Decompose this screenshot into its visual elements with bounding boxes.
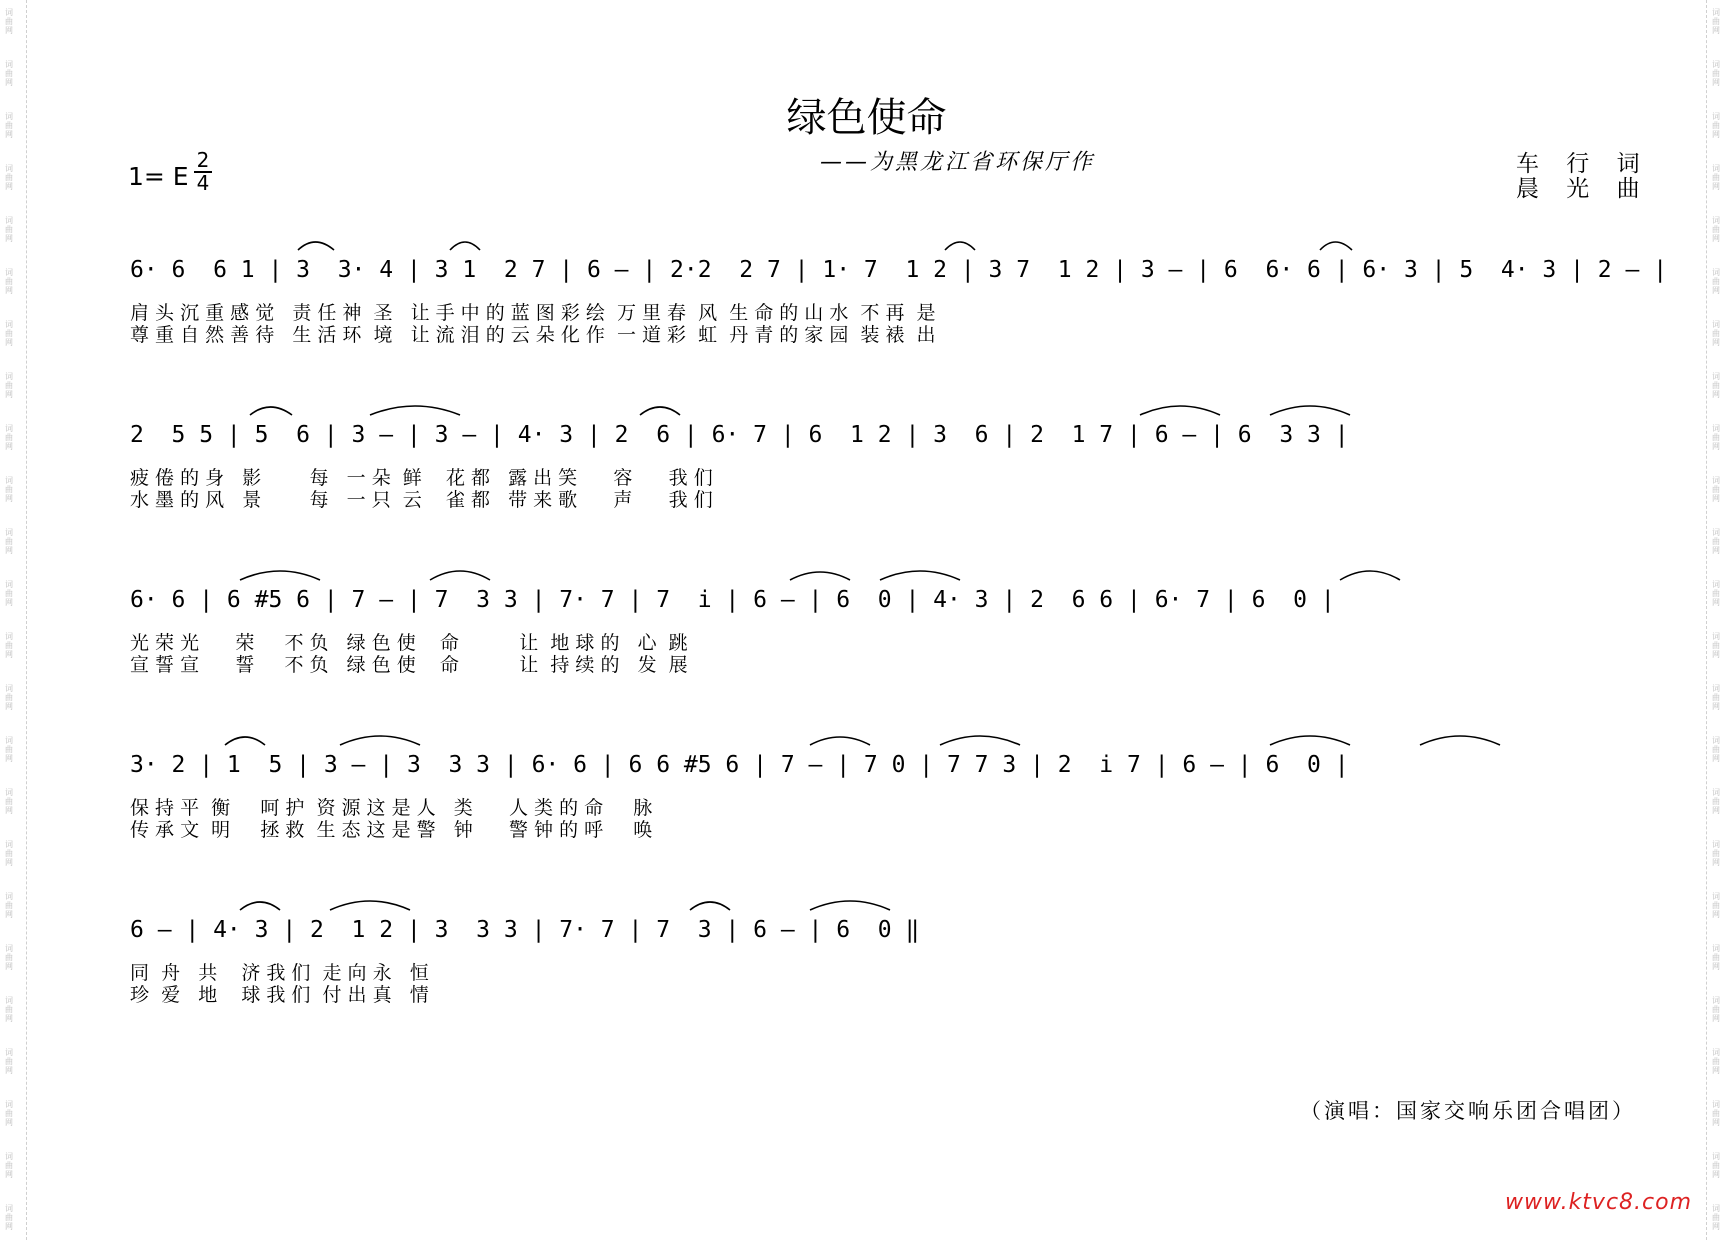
watermark-text: 词曲网 (1712, 216, 1720, 243)
notation-line: 3· 2 | 1 5 | 3 — | 3 3 3 | 6· 6 | 6 6 #5 6 | 7 — | 7 0 | 7 7 3 | 2 i 7 | 6 — | 6 0 | (130, 752, 1349, 778)
watermark-text: 词曲网 (5, 164, 13, 191)
slur-marks (130, 232, 1610, 252)
watermark-text: 词曲网 (5, 320, 13, 347)
watermark-text: 词曲网 (5, 268, 13, 295)
slur-marks (130, 397, 1610, 417)
watermark-text: 词曲网 (5, 944, 13, 971)
watermark-text: 词曲网 (5, 632, 13, 659)
slur-marks (130, 727, 1610, 747)
watermark-text: 词曲网 (1712, 164, 1720, 191)
watermark-text: 词曲网 (1712, 892, 1720, 919)
website-watermark[interactable]: www.ktvc8.com (1505, 1190, 1693, 1215)
lyric-verse-2: 传 承 文 明 拯 救 生 态 这 是 警 钟 警 钟 的 呼 唤 (130, 819, 653, 841)
score-row-1 (130, 250, 1668, 350)
watermark-text: 词曲网 (1712, 684, 1720, 711)
lyricist-credit: 车 行 词 (1516, 151, 1650, 177)
watermark-text: 词曲网 (5, 60, 13, 87)
watermark-text: 词曲网 (5, 1152, 13, 1179)
watermark-text: 词曲网 (5, 1204, 13, 1231)
watermark-text: 词曲网 (5, 8, 13, 35)
lyric-verse-1: 保 持 平 衡 呵 护 资 源 这 是 人 类 人 类 的 命 脉 (130, 797, 653, 819)
slur-marks (130, 892, 1610, 912)
time-signature-bottom: 4 (196, 171, 210, 195)
lyric-verse-2: 尊 重 自 然 善 待 生 活 环 境 让 流 泪 的 云 朵 化 作 一 道 彩 虹 丹 青 的 家 园 装 裱 出 (130, 324, 936, 346)
watermark-text: 词曲网 (5, 736, 13, 763)
watermark-text: 词曲网 (1712, 528, 1720, 555)
watermark-text: 词曲网 (5, 112, 13, 139)
watermark-text: 词曲网 (5, 528, 13, 555)
watermark-text: 词曲网 (1712, 840, 1720, 867)
lyric-verse-2: 宣 誓 宣 誓 不 负 绿 色 使 命 让 持 续 的 发 展 (130, 654, 688, 676)
notation-line: 6· 6 | 6 #5 6 | 7 — | 7 3 3 | 7· 7 | 7 i | 6 — | 6 0 | 4· 3 | 2 6 6 | 6· 7 | 6 0 | (130, 587, 1335, 613)
time-signature-top: 2 (194, 150, 212, 173)
watermark-text: 词曲网 (1712, 736, 1720, 763)
lyric-verse-1: 光 荣 光 荣 不 负 绿 色 使 命 让 地 球 的 心 跳 (130, 632, 688, 654)
performer-credit: （演唱：国家交响乐团合唱团） (1300, 1099, 1636, 1123)
watermark-text: 词曲网 (5, 372, 13, 399)
score-row-2 (130, 415, 1610, 515)
lyric-verse-2: 珍 爱 地 球 我 们 付 出 真 情 (130, 984, 429, 1006)
watermark-text: 词曲网 (1712, 372, 1720, 399)
watermark-text: 词曲网 (1712, 8, 1720, 35)
notation-line: 2 5 5 | 5 6 | 3 — | 3 — | 4· 3 | 2 6 | 6· 7 | 6 1 2 | 3 6 | 2 1 7 | 6 — | 6 3 3 | (130, 422, 1349, 448)
watermark-text: 词曲网 (5, 840, 13, 867)
composer-credit: 晨 光 曲 (1516, 176, 1650, 202)
watermark-text: 词曲网 (1712, 268, 1720, 295)
watermark-text: 词曲网 (5, 788, 13, 815)
watermark-text: 词曲网 (1712, 580, 1720, 607)
score-row-3 (130, 580, 1610, 680)
watermark-text: 词曲网 (1712, 112, 1720, 139)
slur-marks (130, 562, 1610, 582)
score-row-4 (130, 745, 1610, 845)
score-row-5 (130, 910, 1610, 1010)
watermark-text: 词曲网 (5, 1048, 13, 1075)
watermark-text: 词曲网 (5, 580, 13, 607)
song-title: 绿色使命 (786, 95, 947, 141)
watermark-text: 词曲网 (1712, 1048, 1720, 1075)
song-subtitle: ——为黑龙江省环保厅作 (820, 150, 1096, 175)
left-watermark-strip (0, 0, 27, 1240)
watermark-text: 词曲网 (1712, 60, 1720, 87)
key-signature: 1= E (128, 162, 189, 191)
watermark-text: 词曲网 (1712, 944, 1720, 971)
watermark-text: 词曲网 (5, 424, 13, 451)
watermark-text: 词曲网 (5, 996, 13, 1023)
lyric-verse-1: 同 舟 共 济 我 们 走 向 永 恒 (130, 962, 429, 984)
watermark-text: 词曲网 (1712, 632, 1720, 659)
watermark-text: 词曲网 (1712, 788, 1720, 815)
notation-line: 6 — | 4· 3 | 2 1 2 | 3 3 3 | 7· 7 | 7 3 | 6 — | 6 0 ‖ (130, 917, 920, 943)
watermark-text: 词曲网 (5, 216, 13, 243)
watermark-text: 词曲网 (1712, 1100, 1720, 1127)
watermark-text: 词曲网 (5, 684, 13, 711)
watermark-text: 词曲网 (1712, 424, 1720, 451)
lyric-verse-2: 水 墨 的 风 景 每 一 只 云 雀 都 带 来 歌 声 我 们 (130, 489, 713, 511)
watermark-text: 词曲网 (1712, 996, 1720, 1023)
watermark-text: 词曲网 (5, 1100, 13, 1127)
right-watermark-strip (1706, 0, 1733, 1240)
watermark-text: 词曲网 (1712, 476, 1720, 503)
watermark-text: 词曲网 (1712, 1204, 1720, 1231)
watermark-text: 词曲网 (5, 476, 13, 503)
watermark-text: 词曲网 (1712, 1152, 1720, 1179)
lyric-verse-1: 疲 倦 的 身 影 每 一 朵 鲜 花 都 露 出 笑 容 我 们 (130, 467, 713, 489)
time-signature (194, 150, 212, 194)
watermark-text: 词曲网 (1712, 320, 1720, 347)
notation-line: 6· 6 6 1 | 3 3· 4 | 3 1 2 7 | 6 — | 2·2 2 7 | 1· 7 1 2 | 3 7 1 2 | 3 — | 6 6· 6 | 6· 3 | 5 4· 3 | 2 — | (130, 257, 1668, 283)
lyric-verse-1: 肩 头 沉 重 感 觉 责 任 神 圣 让 手 中 的 蓝 图 彩 绘 万 里 春 风 生 命 的 山 水 不 再 是 (130, 302, 936, 324)
watermark-text: 词曲网 (5, 892, 13, 919)
